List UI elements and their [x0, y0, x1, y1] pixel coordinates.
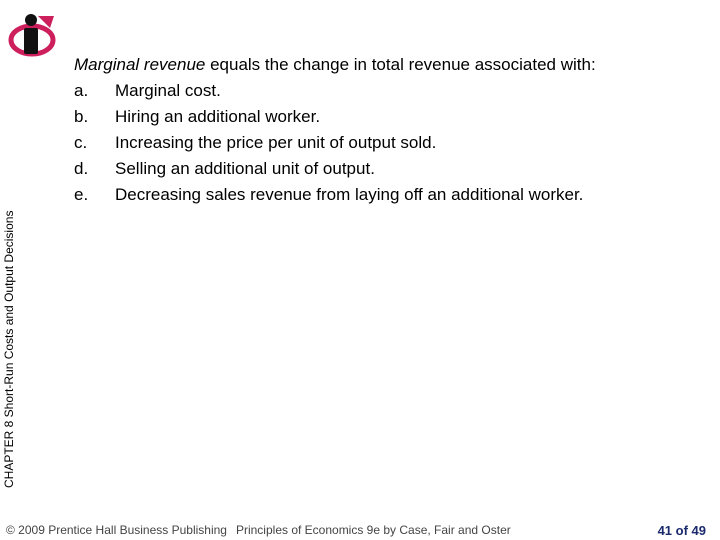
option-text: Decreasing sales revenue from laying off an additional worker. — [115, 185, 584, 204]
stem-text: equals the change in total revenue associated with: — [205, 55, 596, 74]
option-text: Marginal cost. — [115, 81, 221, 100]
option-e — [74, 182, 704, 208]
option-letter: c. — [74, 133, 88, 152]
option-letter: d. — [74, 159, 89, 178]
book-title: Principles of Economics 9e by Case, Fair and Oster — [235, 523, 511, 537]
option-d — [74, 156, 704, 182]
option-text: Hiring an additional worker. — [115, 107, 321, 126]
option-c — [74, 130, 704, 156]
key-term: Marginal revenue — [74, 55, 206, 74]
option-letter: e. — [74, 185, 89, 204]
option-b — [74, 104, 704, 130]
option-text: Selling an additional unit of output. — [115, 159, 375, 178]
option-text: Increasing the price per unit of output sold. — [115, 133, 437, 152]
question-stem — [74, 52, 704, 78]
page-number: 41 of 49 — [657, 523, 706, 538]
info-person-icon — [8, 12, 60, 58]
option-letter: a. — [74, 81, 89, 100]
option-letter: b. — [74, 107, 89, 126]
footer — [6, 523, 511, 537]
option-a — [74, 78, 704, 104]
chapter-label: CHAPTER 8 Short-Run Costs and Output Decisions — [2, 210, 16, 488]
copyright-text: © 2009 Prentice Hall Business Publishing — [6, 523, 227, 537]
question-block — [74, 52, 704, 208]
